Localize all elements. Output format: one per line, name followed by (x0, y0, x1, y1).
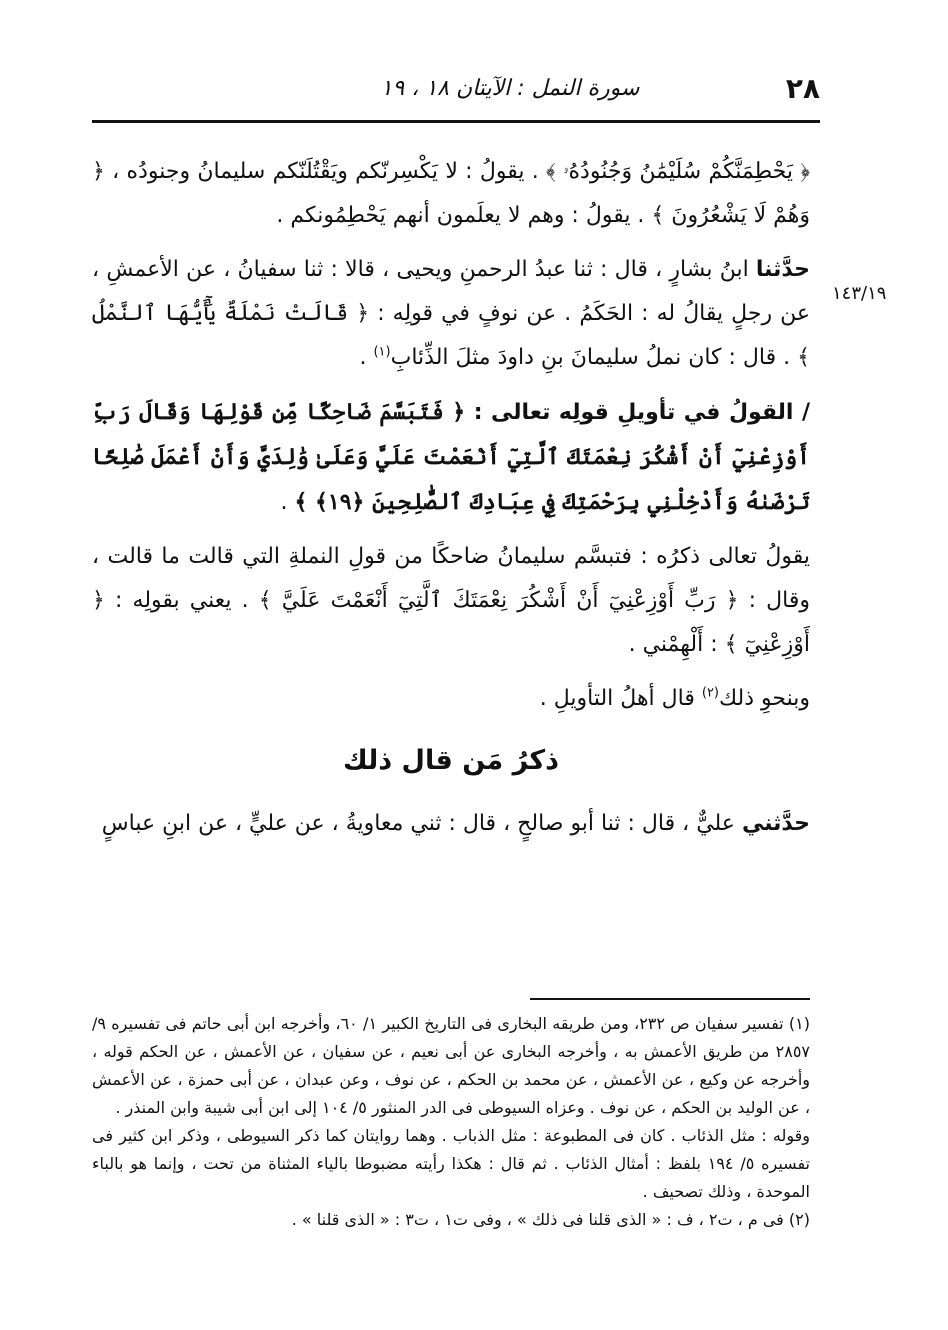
commentary-text: عليٌّ ، قال : ثنا أبو صالحٍ ، قال : ثني معاويةُ ، عن عليٍّ ، عن ابنِ عباسٍ (101, 811, 742, 836)
paragraph-6 (92, 802, 810, 846)
main-text (92, 150, 810, 856)
page-header (100, 72, 820, 112)
section-title: ذكرُ مَن قال ذلك (343, 745, 559, 776)
commentary-text: ابنُ بشارٍ ، قال : ثنا عبدُ الرحمنِ ويحيى ، قالا : ثنا سفيانُ ، عن الأعمشِ ، عن رجلٍ يقالُ له : الحَكَمُ . عن نوفٍ في قولِه : (92, 257, 810, 326)
paragraph-5 (92, 677, 810, 721)
commentary-text: : أَلْهِمْني . (628, 632, 725, 657)
quran-quote: ﴿ أَوْزِعْنِيٓ ﴾ (92, 588, 810, 657)
quran-quote: ﴿ يَحْطِمَنَّكُمْ سُلَيْمَٰنُ وَجُنُودُهُۥ ﴾ (546, 159, 810, 184)
quran-quote: ﴿ رَبِّ أَوْزِعْنِيٓ أَنْ أَشْكُرَ نِعْمَتَكَ ٱلَّتِيٓ أَنْعَمْتَ عَلَيَّ ﴾ (258, 588, 739, 613)
quran-quote: ﴿ فَتَبَسَّمَ ضَاحِكًا مِّن قَوْلِهَا وَقَالَ رَبِّ أَوْزِعْنِيٓ أَنْ أَشْكُرَ نِعْمَتَكَ ٱلَّتِيٓ أَنْعَمْتَ عَلَيَّ وَعَلَىٰ وَٰلِدَيَّ وَأَنْ أَعْمَلَ صَٰلِحًا تَرْضَىٰهُ وَأَدْخِلْنِي بِرَحْمَتِكَ فِي عِبَادِكَ ٱلصَّٰلِحِينَ ﴿١٩﴾ ﴾ (92, 399, 810, 515)
header-rule (92, 120, 820, 123)
paragraph-4 (92, 535, 810, 667)
hadith-lead: حدَّثني (741, 811, 810, 836)
commentary-text: . (359, 345, 374, 370)
footnote-1: (١) تفسير سفيان ص ٢٣٢، ومن طريقه البخارى فى التاريخ الكبير ١/ ٦٠، وأخرجه ابن أبى حاتم فى تفسيره ٩/ ٢٨٥٧ من طريق الأعمش به ، وأخرجه البخارى عن أبى نعيم ، عن سفيان ، عن الأعمش ، عن الحكم قوله ، وأخرجه عن وكيع ، عن الأعمش ، عن محمد بن الحكم ، عن نوف ، وعن عبدان ، عن أبى حمزة ، عن الأعمش ، عن الوليد بن الحكم ، عن نوف . وعزاه السيوطى فى الدر المنثور ٥/ ١٠٤ إلى ابن أبى شيبة وابن المنذر . (92, 1014, 810, 1117)
footnote-marker: (٢) (701, 685, 719, 701)
footnote-2: (٢) فى م ، ت٢ ، ف : « الذى قلنا فى ذلك » ، وفى ت١ ، ت٣ : « الذى قلنا » . (291, 1210, 810, 1229)
commentary-text: . يقولُ : لا يَكْسِرنّكم ويَقْتُلَنّكم سليمانُ وجنودُه ، (104, 159, 546, 184)
page-number: ٢٨ (785, 72, 820, 105)
commentary-text: . يعني بقولِه : (104, 588, 259, 613)
tawil-heading: / القولُ في تأويلِ قولِه تعالى : (473, 400, 810, 425)
footnote-1-continued: وقوله : مثل الذئاب . كان فى المطبوعة : مثل الذباب . وهما روايتان كما ذكر السيوطى ، وذكر ابن كثير فى تفسيره ٥/ ١٩٤ بلفظ : أمثال الذئاب . ثم قال : هكذا رأيته مضبوطا بالياء المثناة من تحت ، وإنما هو بالباء الموحدة ، وذلك تصحيف . (92, 1126, 810, 1201)
footnotes (92, 1010, 810, 1234)
running-title: سورة النمل : الآيتان ١٨ ، ١٩ (380, 76, 640, 101)
commentary-text: وبنحوِ ذلك (719, 686, 810, 711)
commentary-text: . قال : كان نملُ سليمانَ بنِ داودَ مثلَ الذِّئابِ (390, 345, 798, 370)
quran-quote: ﴿ قَالَتْ نَمْلَةٌ يَٰٓأَيُّهَا ٱلنَّمْلُ ﴾ (92, 301, 810, 370)
commentary-text: قال أهلُ التأويلِ . (539, 686, 702, 711)
margin-reference: ١٤٣/١٩ (832, 283, 887, 304)
commentary-text: . (280, 490, 295, 515)
commentary-text: يقولُ تعالى ذكرُه : فتبسَّم سليمانُ ضاحكًا من قولِ النملةِ التي قالت ما قالت ، وقال : (92, 544, 810, 613)
paragraph-2 (92, 248, 810, 380)
footnote-rule (530, 998, 810, 1000)
hadith-lead: حدَّثنا (755, 257, 810, 282)
paragraph-3 (92, 390, 810, 525)
paragraph-1 (92, 150, 810, 238)
commentary-text: . يقولُ : وهم لا يعلَمون أنهم يَحْطِمُونكم . (276, 203, 652, 228)
quran-quote: ﴿ وَهُمْ لَا يَشْعُرُونَ ﴾ (92, 159, 810, 228)
footnote-marker: (١) (373, 344, 391, 360)
